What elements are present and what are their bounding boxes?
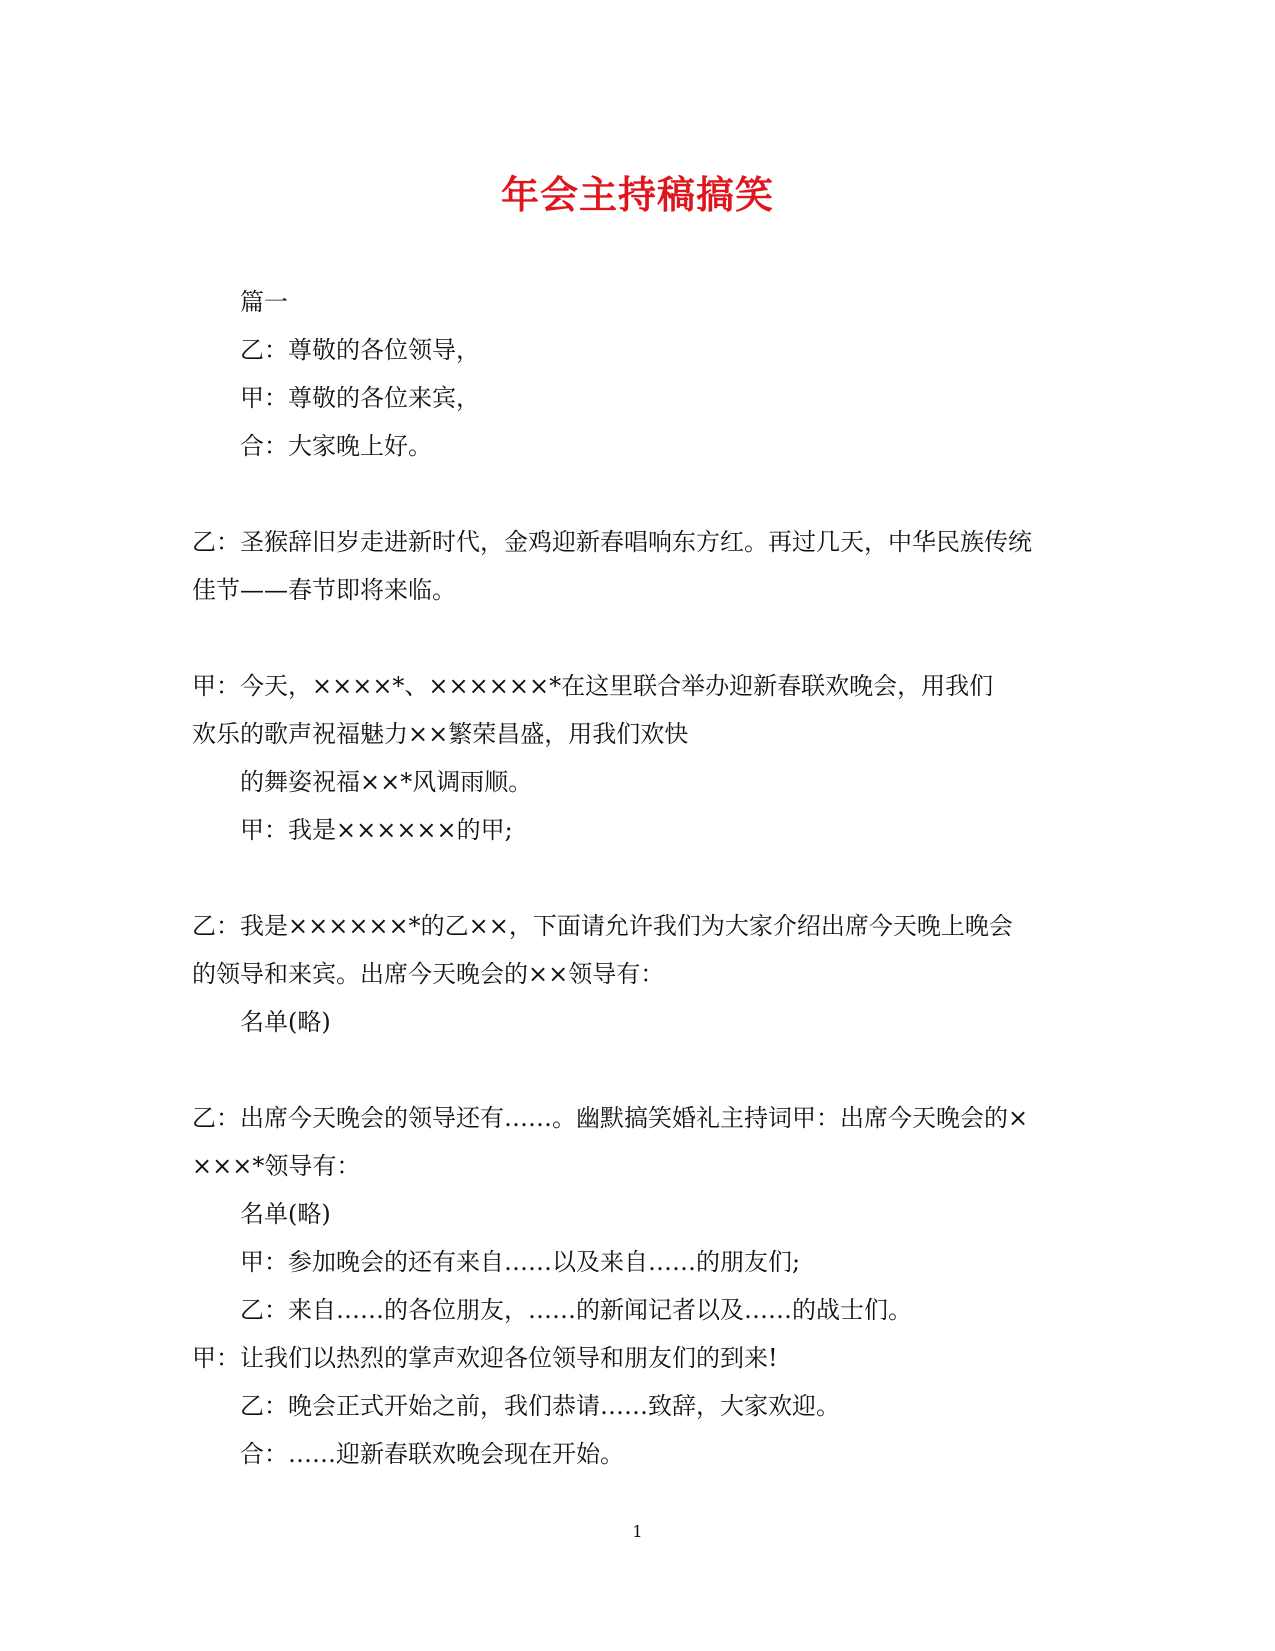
dialogue-line: 甲：尊敬的各位来宾， <box>240 384 480 412</box>
dialogue-line: 乙：圣猴辞旧岁走进新时代，金鸡迎新春唱响东方红。再过几天，中华民族传统 <box>192 528 1032 556</box>
dialogue-line: 合：大家晚上好。 <box>240 432 432 460</box>
dialogue-line: 甲：让我们以热烈的掌声欢迎各位领导和朋友们的到来! <box>192 1344 778 1372</box>
dialogue-line: ×××*领导有： <box>192 1152 361 1180</box>
document-title: 年会主持稿搞笑 <box>500 172 774 217</box>
dialogue-line: 的领导和来宾。出席今天晚会的××领导有： <box>192 960 665 988</box>
dialogue-line: 名单(略) <box>240 1200 331 1228</box>
dialogue-line: 甲：参加晚会的还有来自……以及来自……的朋友们; <box>240 1248 801 1276</box>
dialogue-line: 名单(略) <box>240 1008 331 1036</box>
dialogue-line: 乙：晚会正式开始之前，我们恭请……致辞，大家欢迎。 <box>240 1392 840 1420</box>
paragraph-spacer <box>192 614 1092 662</box>
dialogue-line: 的舞姿祝福××*风调雨顺。 <box>240 768 533 796</box>
dialogue-line: 乙：我是××××××*的乙××，下面请允许我们为大家介绍出席今天晚上晚会 <box>192 912 1013 940</box>
dialogue-line: 甲：我是××××××的甲; <box>240 816 513 844</box>
paragraph-spacer <box>192 854 1092 902</box>
dialogue-line: 欢乐的歌声祝福魅力××繁荣昌盛，用我们欢快 <box>192 720 689 748</box>
paragraph-spacer <box>192 1046 1092 1094</box>
document-body <box>192 278 1092 1478</box>
paragraph-spacer <box>192 470 1092 518</box>
dialogue-line: 乙：尊敬的各位领导， <box>240 336 480 364</box>
section-heading: 篇一 <box>240 288 288 316</box>
dialogue-line: 合：……迎新春联欢晚会现在开始。 <box>240 1440 624 1468</box>
dialogue-line: 甲：今天，××××*、××××××*在这里联合举办迎新春联欢晚会，用我们 <box>192 672 994 700</box>
dialogue-line: 乙：来自……的各位朋友，……的新闻记者以及……的战士们。 <box>240 1296 912 1324</box>
dialogue-line: 乙：出席今天晚会的领导还有……。幽默搞笑婚礼主持词甲：出席今天晚会的× <box>192 1104 1029 1132</box>
page-number: 1 <box>632 1522 643 1541</box>
dialogue-line: 佳节——春节即将来临。 <box>192 576 456 604</box>
